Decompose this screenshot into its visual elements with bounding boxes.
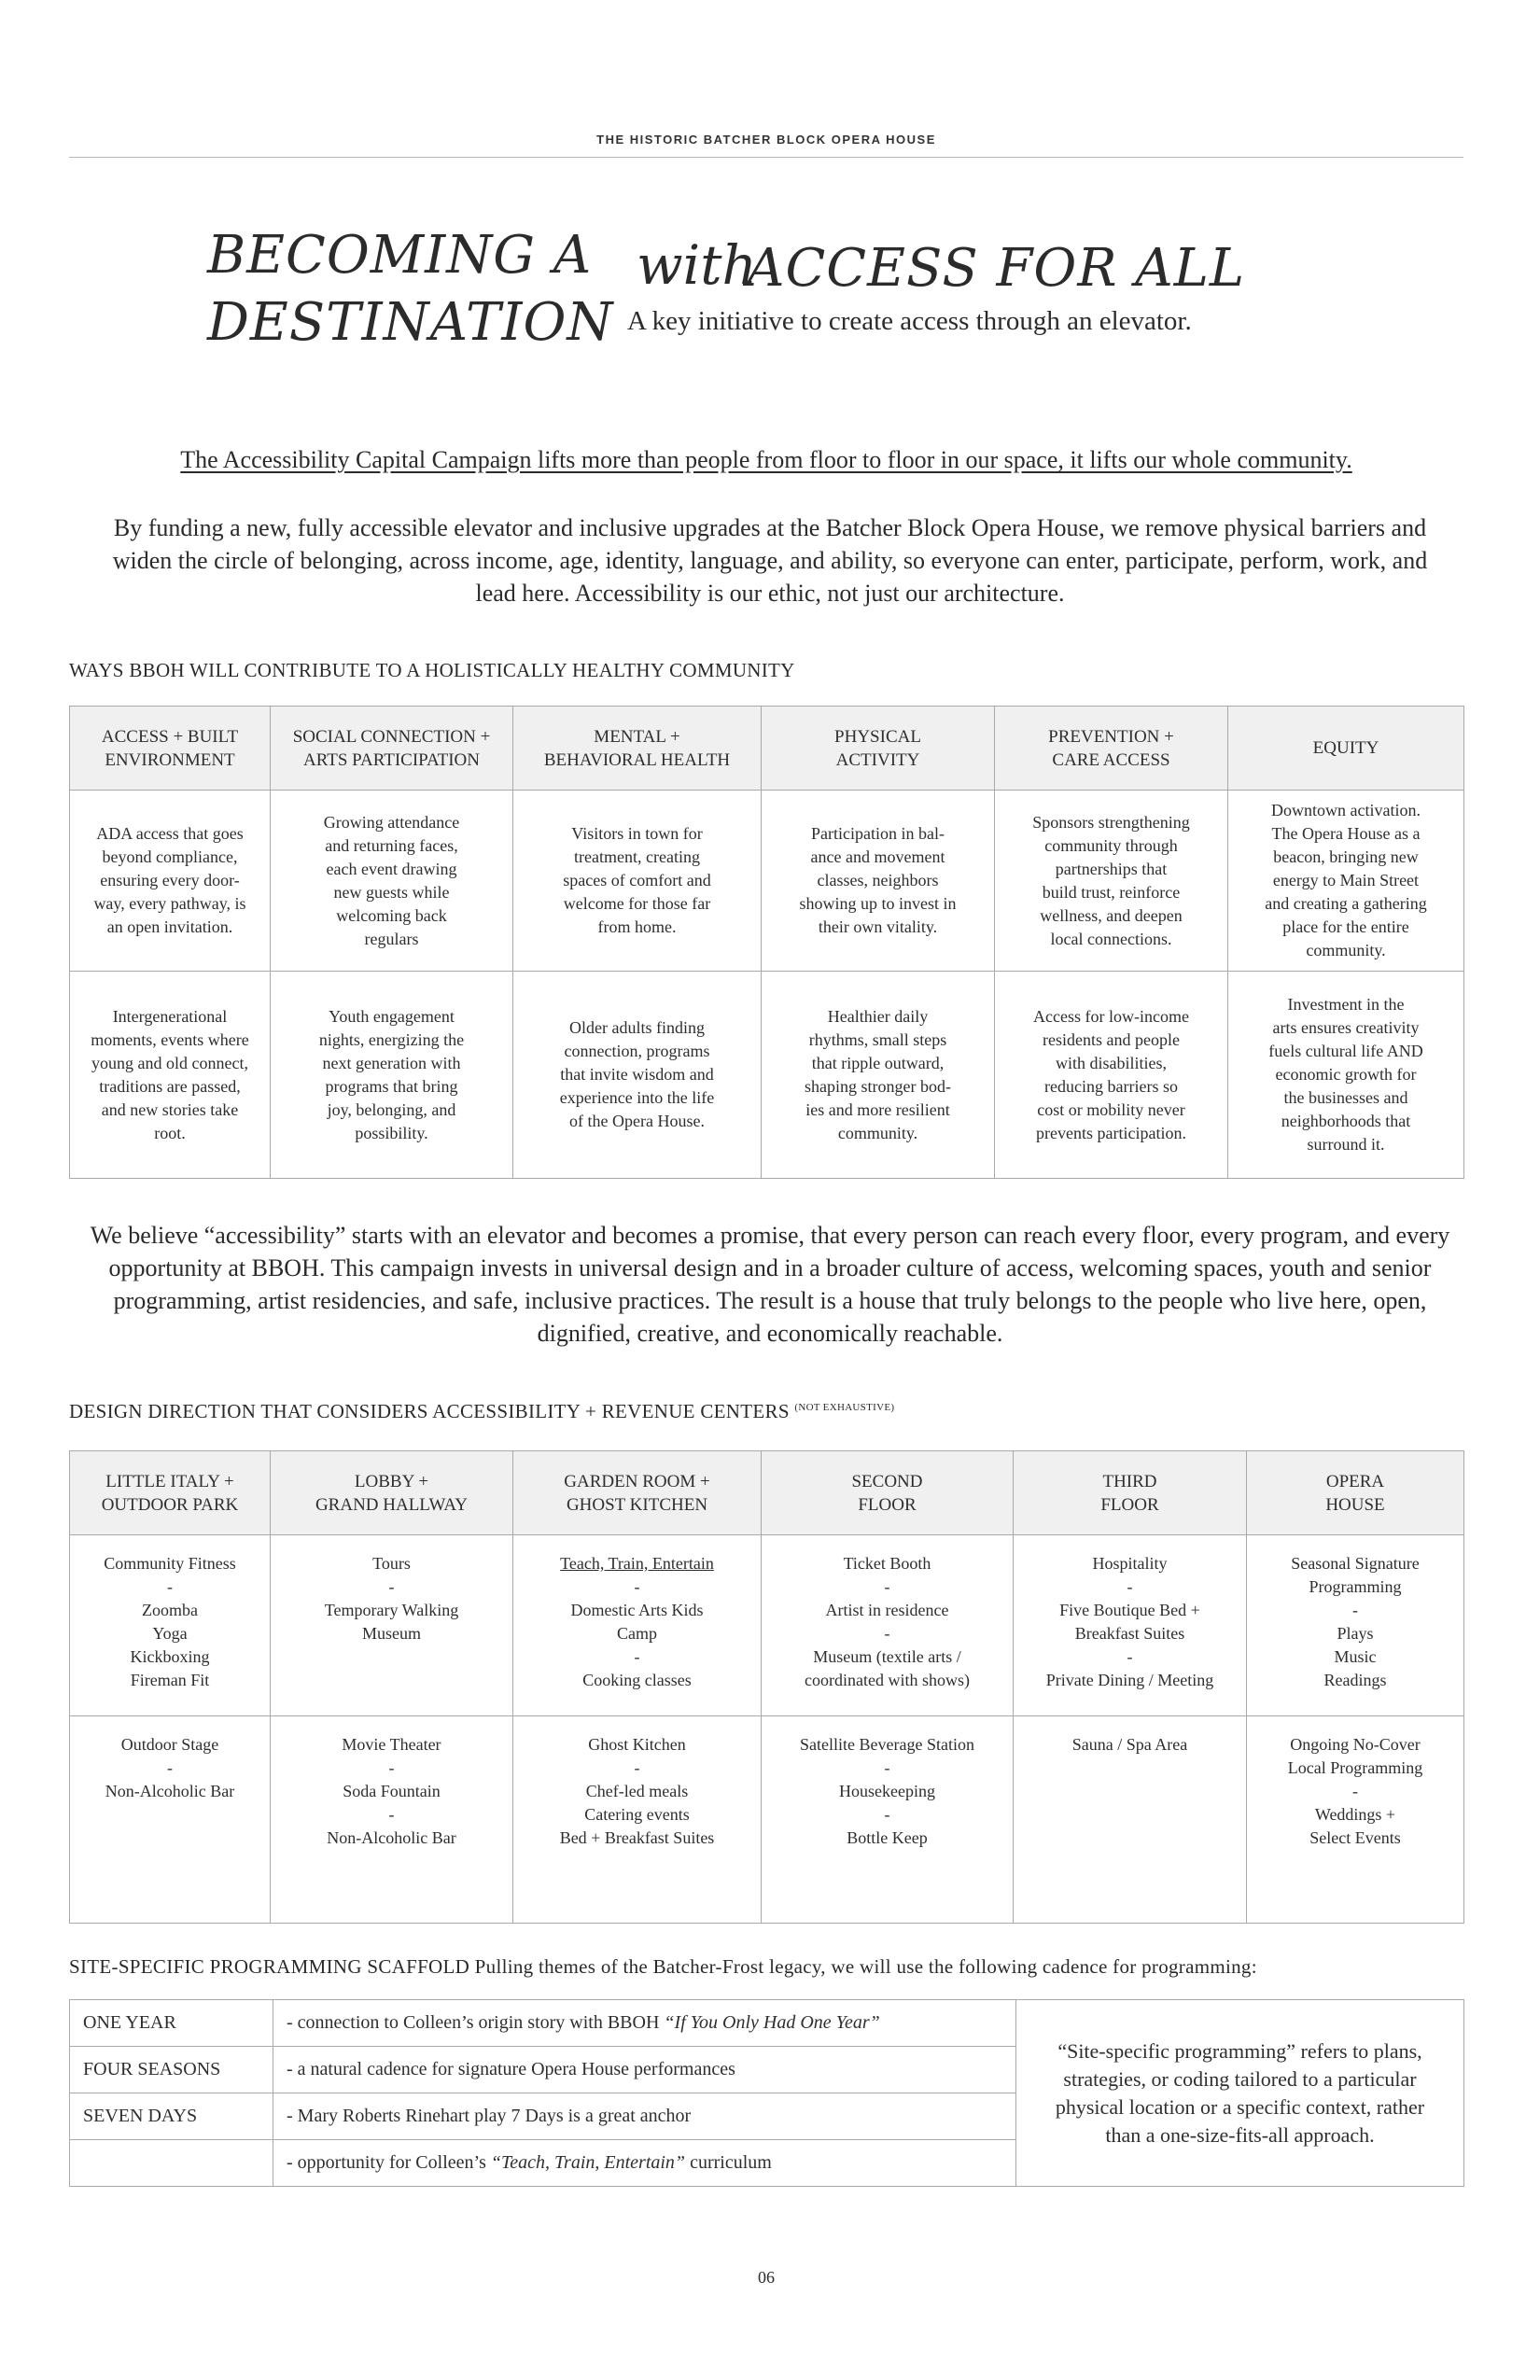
cell-line: Kickboxing xyxy=(130,1647,210,1666)
cell-line: Programming xyxy=(1309,1577,1402,1596)
belief-paragraph: We believe “accessibility” starts with an elevator and becomes a promise, that every person can reach every floor, every program, and every opportunity at BBOH. This campaign invests in universal design and in a broader culture of access, welcoming spaces, youth and senior programming, artist residencies, and safe, inclusive practices. The result is a house that truly belongs to the people who live here, open, dignified, creative, and economically reachable. xyxy=(90,1222,1450,1347)
cell-line: - xyxy=(1127,1577,1133,1596)
scaffold-description: - Mary Roberts Rinehart play 7 Days is a great anchor xyxy=(273,2093,1016,2140)
table-cell xyxy=(271,791,513,972)
cell-line: wellness, and deepen xyxy=(1040,905,1183,925)
scaffold-table xyxy=(69,1999,1464,2187)
table-cell xyxy=(1228,972,1464,1179)
design-label-note: (NOT EXHAUSTIVE) xyxy=(794,1402,895,1413)
cell-line: community. xyxy=(1306,941,1386,959)
cell-line: welcome for those far xyxy=(563,894,711,913)
cell-line: residents and people xyxy=(1043,1029,1180,1049)
cell-line: that ripple outward, xyxy=(811,1053,945,1072)
cell-line: experience into the life xyxy=(559,1088,715,1107)
cell-line: - xyxy=(634,1758,640,1777)
cell-line: Visitors in town for xyxy=(571,824,703,843)
cell-line: - xyxy=(388,1577,395,1596)
cell-line: Music xyxy=(1334,1647,1377,1666)
cell-line: - xyxy=(884,1758,890,1777)
column-header xyxy=(271,1451,513,1535)
cell-line: Intergenerational xyxy=(112,1006,228,1026)
cell-line: PHYSICAL xyxy=(834,726,921,747)
cell-line: - xyxy=(167,1577,173,1596)
cell-line: Soda Fountain xyxy=(343,1782,441,1800)
cell-line: moments, events where xyxy=(91,1029,249,1049)
title-right: ACCESS FOR ALL xyxy=(747,238,1246,299)
cell-line: Cooking classes xyxy=(582,1671,692,1689)
cell-line: Satellite Beverage Station xyxy=(800,1735,974,1754)
table-cell xyxy=(271,1535,513,1716)
cell-line: treatment, creating xyxy=(574,847,700,866)
cell-line: Downtown activation. xyxy=(1271,801,1421,819)
design-section-label xyxy=(69,1400,894,1423)
cell-line: FLOOR xyxy=(1100,1494,1159,1515)
cell-line: SECOND xyxy=(851,1471,923,1491)
design-header-row xyxy=(70,1451,1464,1535)
cell-line: Museum (textile arts / xyxy=(813,1647,961,1666)
cell-line: Ticket Booth xyxy=(843,1554,931,1573)
cell-line: young and old connect, xyxy=(91,1053,248,1072)
cell-line: Readings xyxy=(1323,1671,1387,1689)
cell-line: and returning faces, xyxy=(325,835,458,855)
cell-line: ADA access that goes xyxy=(96,824,244,843)
table-cell xyxy=(1247,1716,1464,1924)
cell-line: ensuring every door- xyxy=(100,871,240,889)
cell-line: Catering events xyxy=(584,1805,690,1824)
column-header xyxy=(1247,1451,1464,1535)
ways-table xyxy=(69,706,1464,1179)
lead-statement: The Accessibility Capital Campaign lifts more than people from floor to floor in our space, it lifts our whole community. xyxy=(180,446,1352,473)
cell-line: classes, neighbors xyxy=(817,871,939,889)
cell-line: shaping stronger bod- xyxy=(805,1076,951,1096)
cell-line: energy to Main Street xyxy=(1272,871,1420,889)
table-cell xyxy=(271,1716,513,1924)
cell-line: connection, programs xyxy=(564,1042,710,1060)
cell-line: Ghost Kitchen xyxy=(588,1735,686,1754)
cell-line: Fireman Fit xyxy=(130,1671,210,1689)
cell-line: ENVIRONMENT xyxy=(105,749,235,770)
title-subtitle: A key initiative to create access through an elevator. xyxy=(627,306,1192,336)
table-cell xyxy=(995,972,1228,1179)
cell-line: Tours xyxy=(372,1554,411,1573)
cell-line: beacon, bringing new xyxy=(1273,847,1419,866)
cell-line: cost or mobility never xyxy=(1037,1099,1185,1119)
cell-line: - xyxy=(388,1758,395,1777)
table-row xyxy=(70,972,1464,1179)
cell-line: Movie Theater xyxy=(342,1735,441,1754)
cell-line: Museum xyxy=(362,1624,421,1643)
column-header xyxy=(513,1451,762,1535)
cell-line: Bottle Keep xyxy=(847,1828,928,1847)
scaffold-description: - opportunity for Colleen’s “Teach, Train, Entertain” curriculum xyxy=(273,2140,1016,2187)
cell-line: - xyxy=(884,1577,890,1596)
scaffold-description: - a natural cadence for signature Opera House performances xyxy=(273,2047,1016,2093)
scaffold-description: - connection to Colleen’s origin story with BBOH “If You Only Had One Year” xyxy=(273,2000,1016,2047)
cell-line: new guests while xyxy=(333,882,450,902)
cell-line: Plays xyxy=(1337,1624,1374,1643)
cell-line: - xyxy=(884,1624,890,1643)
table-cell xyxy=(70,972,271,1179)
cell-line: MENTAL + xyxy=(594,726,680,747)
cell-line: GARDEN ROOM + xyxy=(564,1471,710,1491)
cell-line: CARE ACCESS xyxy=(1052,749,1170,770)
scaffold-term: ONE YEAR xyxy=(70,2000,273,2047)
cell-line: Sponsors strengthening xyxy=(1032,812,1190,832)
cell-line: community. xyxy=(837,1123,918,1142)
page-number: 06 xyxy=(758,2268,775,2287)
cell-line: ACCESS + BUILT xyxy=(101,726,239,747)
cell-line: local connections. xyxy=(1050,929,1172,948)
table-cell xyxy=(762,791,995,972)
cell-line: possibility. xyxy=(355,1123,428,1142)
table-cell xyxy=(762,1535,1014,1716)
cell-line: Camp xyxy=(617,1624,657,1643)
cell-line: - xyxy=(634,1647,640,1666)
cell-line: OUTDOOR PARK xyxy=(101,1494,239,1515)
cell-line: the businesses and xyxy=(1283,1088,1408,1107)
cell-line: traditions are passed, xyxy=(99,1076,241,1096)
table-cell xyxy=(513,791,762,972)
cell-line: Investment in the xyxy=(1287,995,1405,1014)
cell-line: ACTIVITY xyxy=(835,749,920,770)
cell-line: rhythms, small steps xyxy=(808,1029,947,1049)
cell-line: Sauna / Spa Area xyxy=(1071,1735,1188,1754)
cell-line: and new stories take xyxy=(101,1099,239,1119)
table-cell xyxy=(995,791,1228,972)
table-cell xyxy=(762,972,995,1179)
cell-line: Participation in bal- xyxy=(811,824,945,843)
cell-line: - xyxy=(388,1805,395,1824)
column-header xyxy=(1228,707,1464,791)
column-header xyxy=(70,707,271,791)
scaffold-term xyxy=(70,2140,273,2187)
table-cell xyxy=(1014,1716,1247,1924)
ways-section-label: WAYS BBOH WILL CONTRIBUTE TO A HOLISTICALLY HEALTHY COMMUNITY xyxy=(69,659,795,681)
cell-line: coordinated with shows) xyxy=(805,1671,970,1689)
table-cell xyxy=(1247,1535,1464,1716)
cell-line: reducing barriers so xyxy=(1044,1076,1178,1096)
design-label-text: DESIGN DIRECTION THAT CONSIDERS ACCESSIBILITY + REVENUE CENTERS xyxy=(69,1400,790,1422)
cell-line: next generation with xyxy=(322,1053,461,1072)
cell-line: ARTS PARTICIPATION xyxy=(303,749,480,770)
column-header xyxy=(995,707,1228,791)
scaffold-term: FOUR SEASONS xyxy=(70,2047,273,2093)
cell-line: Private Dining / Meeting xyxy=(1045,1671,1214,1689)
cell-line: each event drawing xyxy=(326,859,457,878)
cell-line: economic growth for xyxy=(1275,1065,1417,1084)
cell-line: Non-Alcoholic Bar xyxy=(105,1782,235,1800)
table-cell xyxy=(271,972,513,1179)
running-head: THE HISTORIC BATCHER BLOCK OPERA HOUSE xyxy=(596,133,936,147)
cell-line: Local Programming xyxy=(1287,1758,1423,1777)
title-connector: with xyxy=(637,233,757,297)
table-row xyxy=(70,1535,1464,1716)
table-cell xyxy=(513,1716,762,1924)
cell-line: Hospitality xyxy=(1092,1554,1168,1573)
scaffold-emphasis: “If You Only Had One Year” xyxy=(664,2012,880,2033)
column-header xyxy=(271,707,513,791)
cell-line: BEHAVIORAL HEALTH xyxy=(543,749,731,770)
cell-line: and creating a gathering xyxy=(1265,894,1427,913)
cell-line: neighborhoods that xyxy=(1281,1112,1411,1130)
cell-line: beyond compliance, xyxy=(102,847,238,866)
cell-line: PREVENTION + xyxy=(1048,726,1174,747)
cell-line: Outdoor Stage xyxy=(120,1735,219,1754)
column-header xyxy=(1014,1451,1247,1535)
cell-line: GHOST KITCHEN xyxy=(566,1494,708,1515)
cell-line: Chef-led meals xyxy=(585,1782,689,1800)
cell-line: - xyxy=(167,1758,173,1777)
cell-line: build trust, reinforce xyxy=(1042,882,1181,902)
cell-line: Growing attendance xyxy=(323,812,460,832)
table-cell xyxy=(70,1535,271,1716)
cell-line: Housekeeping xyxy=(839,1782,935,1800)
cell-line: place for the entire xyxy=(1282,917,1409,936)
cell-line: Ongoing No-Cover xyxy=(1290,1735,1421,1754)
cell-line: LOBBY + xyxy=(354,1471,429,1491)
cell-line: - xyxy=(634,1577,640,1596)
cell-line: their own vitality. xyxy=(818,917,938,936)
cell-line: THIRD xyxy=(1102,1471,1157,1491)
design-table xyxy=(69,1450,1464,1924)
scaffold-term: SEVEN DAYS xyxy=(70,2093,273,2140)
cell-line: GRAND HALLWAY xyxy=(315,1494,469,1515)
cell-line: Youth engagement xyxy=(329,1006,455,1026)
table-cell xyxy=(70,1716,271,1924)
table-cell xyxy=(762,1716,1014,1924)
cell-line: root. xyxy=(154,1123,186,1142)
cell-line: community through xyxy=(1044,835,1178,855)
scaffold-section-label: SITE-SPECIFIC PROGRAMMING SCAFFOLD Pulling themes of the Batcher-Frost legacy, we will use the following cadence for programming: xyxy=(69,1955,1257,1978)
cell-line: LITTLE ITALY + xyxy=(105,1471,234,1491)
cell-line: EQUITY xyxy=(1312,738,1379,758)
cell-line: nights, energizing the xyxy=(318,1029,465,1049)
table-cell xyxy=(1228,791,1464,972)
cell-line: Community Fitness xyxy=(104,1554,236,1573)
cell-line: partnerships that xyxy=(1055,859,1168,878)
cell-line: Yoga xyxy=(152,1624,188,1643)
cell-line: The Opera House as a xyxy=(1271,824,1421,843)
scaffold-definition-note: “Site-specific programming” refers to plans, strategies, or coding tailored to a particular physical location or a specific context, rather than a one-size-fits-all approach. xyxy=(1016,2000,1464,2187)
table-row xyxy=(70,2000,1464,2047)
cell-line: way, every pathway, is xyxy=(93,894,246,913)
cell-line: Non-Alcoholic Bar xyxy=(327,1828,456,1847)
cell-line: Zoomba xyxy=(142,1601,198,1619)
table-cell xyxy=(1014,1535,1247,1716)
intro-paragraph: By funding a new, fully accessible elevator and inclusive upgrades at the Batcher Block Opera House, we remove physical barriers and widen the circle of belonging, across income, age, identity, language, and ability, so everyone can enter, participate, perform, work, and lead here. Accessibility is our ethic, not just our architecture. xyxy=(112,514,1428,607)
table-row xyxy=(70,791,1464,972)
cell-line: Breakfast Suites xyxy=(1074,1624,1185,1643)
table-row xyxy=(70,1716,1464,1924)
table-cell xyxy=(70,791,271,972)
cell-line: programs that bring xyxy=(325,1076,458,1096)
cell-line: - xyxy=(1352,1601,1358,1619)
cell-line: Older adults finding xyxy=(569,1018,705,1037)
cell-line: - xyxy=(884,1805,890,1824)
table-cell xyxy=(513,972,762,1179)
cell-line: of the Opera House. xyxy=(569,1112,705,1130)
cell-line: SOCIAL CONNECTION + xyxy=(292,726,491,747)
column-header xyxy=(762,1451,1014,1535)
cell-line: Weddings + xyxy=(1314,1805,1396,1824)
cell-line: that invite wisdom and xyxy=(560,1065,714,1084)
cell-line: - xyxy=(1127,1647,1133,1666)
cell-line: - xyxy=(1352,1782,1358,1800)
cell-line: an open invitation. xyxy=(106,917,233,936)
cell-line: Teach, Train, Entertain xyxy=(560,1554,714,1573)
scaffold-emphasis: “Teach, Train, Entertain” xyxy=(490,2152,686,2173)
column-header xyxy=(70,1451,271,1535)
table-cell xyxy=(513,1535,762,1716)
cell-line: FLOOR xyxy=(858,1494,917,1515)
cell-line: fuels cultural life AND xyxy=(1268,1042,1423,1060)
title-left xyxy=(207,222,613,357)
cell-line: from home. xyxy=(597,917,677,936)
cell-line: Access for low-income xyxy=(1033,1006,1189,1026)
cell-line: OPERA xyxy=(1325,1471,1385,1491)
title-line-2: DESTINATION xyxy=(207,292,614,353)
column-header xyxy=(513,707,762,791)
cell-line: Artist in residence xyxy=(825,1601,949,1619)
cell-line: Healthier daily xyxy=(827,1006,929,1026)
title-line-1: BECOMING A xyxy=(207,225,593,286)
cell-line: welcoming back xyxy=(336,905,447,925)
cell-line: regulars xyxy=(364,929,419,948)
cell-line: surround it. xyxy=(1307,1135,1385,1154)
header-rule xyxy=(69,157,1463,158)
cell-line: Domestic Arts Kids xyxy=(570,1601,704,1619)
cell-line: ance and movement xyxy=(810,847,945,866)
cell-line: with disabilities, xyxy=(1056,1053,1167,1072)
cell-line: Bed + Breakfast Suites xyxy=(559,1828,715,1847)
ways-header-row xyxy=(70,707,1464,791)
cell-line: ies and more resilient xyxy=(805,1099,950,1119)
cell-line: arts ensures creativity xyxy=(1272,1018,1420,1037)
cell-line: Select Events xyxy=(1309,1828,1401,1847)
cell-line: prevents participation. xyxy=(1036,1123,1186,1142)
cell-line: joy, belonging, and xyxy=(327,1099,456,1119)
cell-line: spaces of comfort and xyxy=(563,871,711,889)
cell-line: Seasonal Signature xyxy=(1291,1554,1420,1573)
column-header xyxy=(762,707,995,791)
cell-line: Temporary Walking xyxy=(324,1601,459,1619)
cell-line: Five Boutique Bed + xyxy=(1059,1601,1200,1619)
cell-line: showing up to invest in xyxy=(799,894,957,913)
cell-line: HOUSE xyxy=(1325,1494,1385,1515)
